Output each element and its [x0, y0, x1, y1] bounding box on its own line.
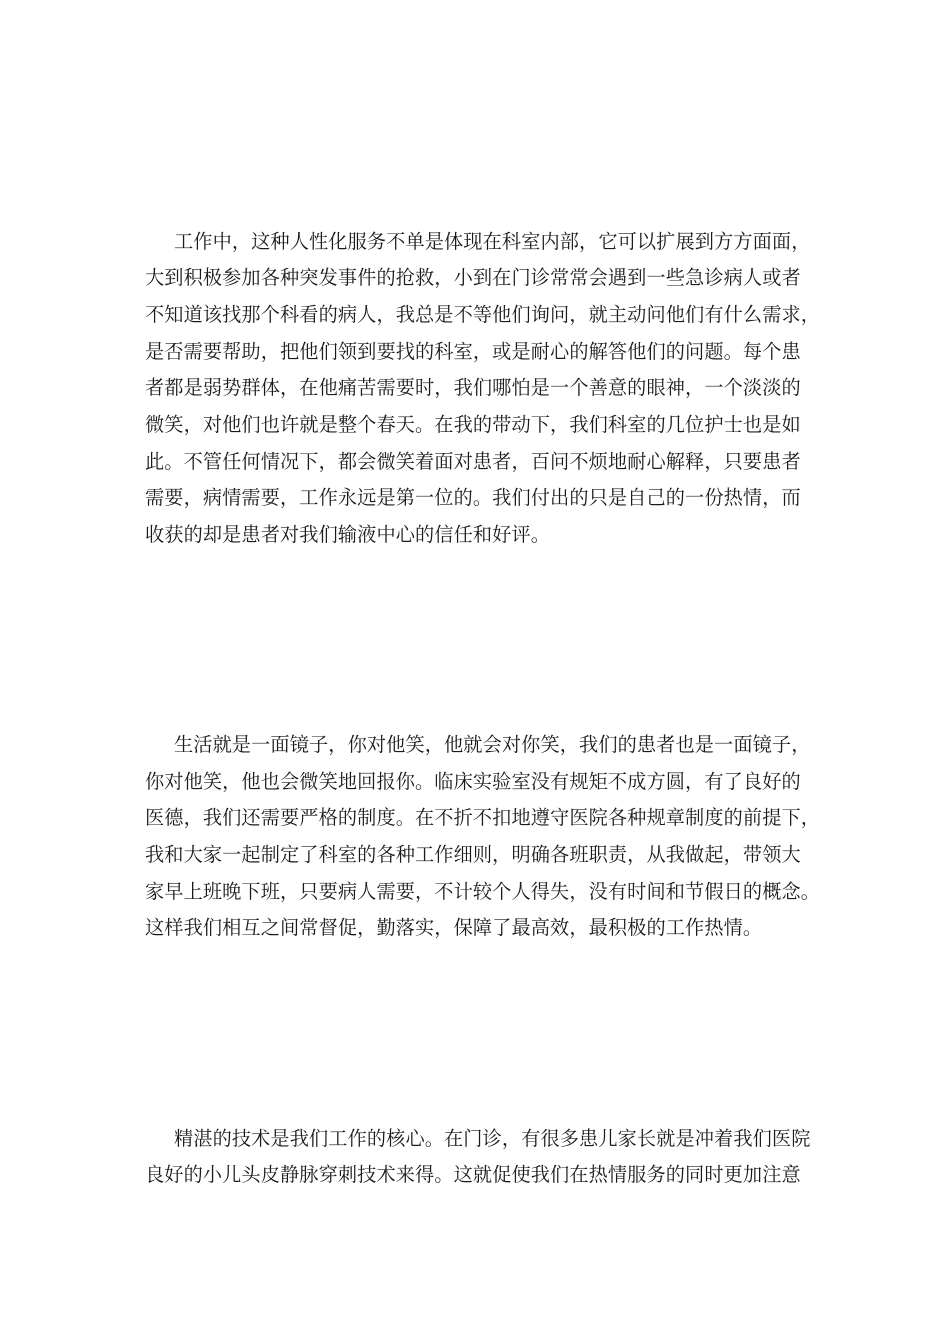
paragraph-line: 工作中，这种人性化服务不单是体现在科室内部，它可以扩展到方方面面， [174, 230, 811, 253]
paragraph-line: 我和大家一起制定了科室的各种工作细则，明确各班职责，从我做起，带领大 [145, 843, 801, 866]
paragraph-line: 是否需要帮助，把他们领到要找的科室，或是耐心的解答他们的问题。每个患 [145, 340, 801, 363]
paragraph-line: 需要，病情需要，工作永远是第一位的。我们付出的只是自己的一份热情，而 [145, 486, 801, 509]
paragraph-line: 你对他笑，他也会微笑地回报你。临床实验室没有规矩不成方圆，有了良好的 [145, 770, 801, 793]
paragraph-line: 家早上班晚下班，只要病人需要，不计较个人得失，没有时间和节假日的概念。 [145, 880, 821, 903]
paragraph-line: 此。不管任何情况下，都会微笑着面对患者，百问不烦地耐心解释，只要患者 [145, 450, 801, 473]
paragraph-line: 生活就是一面镜子，你对他笑，他就会对你笑，我们的患者也是一面镜子， [174, 733, 811, 756]
paragraph-line: 大到积极参加各种突发事件的抢救，小到在门诊常常会遇到一些急诊病人或者 [145, 266, 801, 289]
paragraph-line: 医德，我们还需要严格的制度。在不折不扣地遵守医院各种规章制度的前提下， [145, 806, 821, 829]
paragraph-line: 良好的小儿头皮静脉穿刺技术来得。这就促使我们在热情服务的同时更加注意 [145, 1163, 801, 1186]
paragraph-line: 者都是弱势群体，在他痛苦需要时，我们哪怕是一个善意的眼神，一个淡淡的 [145, 376, 801, 399]
paragraph-line: 微笑，对他们也许就是整个春天。在我的带动下，我们科室的几位护士也是如 [145, 413, 801, 436]
paragraph-line: 收获的却是患者对我们输液中心的信任和好评。 [145, 523, 551, 546]
paragraph-line: 精湛的技术是我们工作的核心。在门诊，有很多患儿家长就是冲着我们医院 [174, 1127, 811, 1150]
paragraph-line: 这样我们相互之间常督促，勤落实，保障了最高效，最积极的工作热情。 [145, 916, 763, 939]
paragraph-line: 不知道该找那个科看的病人，我总是不等他们询问，就主动问他们有什么需求， [145, 303, 821, 326]
